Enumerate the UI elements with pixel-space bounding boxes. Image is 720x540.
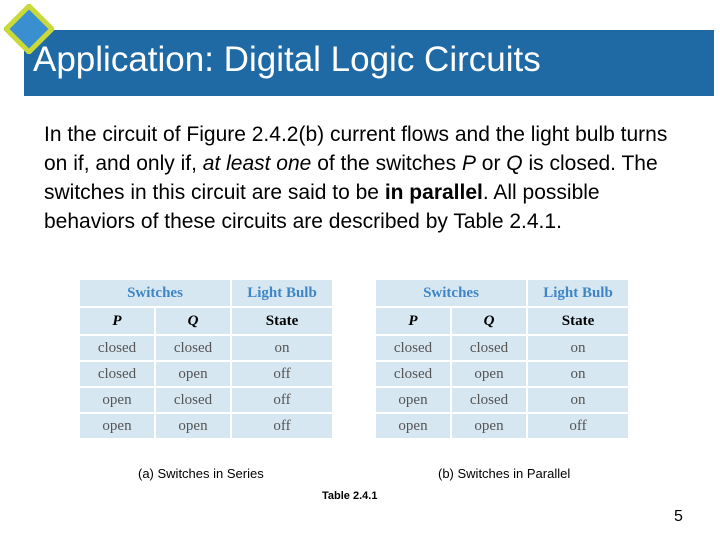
header-light-bulb: Light Bulb <box>527 279 629 307</box>
header-switches: Switches <box>375 279 527 307</box>
table-row <box>375 387 629 413</box>
page-number: 5 <box>674 508 683 525</box>
paragraph-run: P <box>461 152 476 175</box>
cell-state: off <box>231 361 333 387</box>
cell-p: closed <box>79 335 155 361</box>
cell-q: closed <box>451 335 527 361</box>
cell-q: open <box>155 361 231 387</box>
paragraph-run: In the circuit of Figure 2.4.2(b) current flows and the light bulb turns on if, and only if, <box>44 123 668 175</box>
column-state: State <box>527 307 629 335</box>
paragraph-run: . All possible behaviors of these circuits are described by Table 2.4.1. <box>44 181 600 233</box>
slide-title: Application: Digital Logic Circuits <box>33 40 541 79</box>
cell-state: on <box>231 335 333 361</box>
caption-parallel: (b) Switches in Parallel <box>438 466 571 481</box>
caption-series: (a) Switches in Series <box>138 466 264 481</box>
cell-q: closed <box>155 335 231 361</box>
body-paragraph <box>44 120 684 236</box>
header-light-bulb: Light Bulb <box>231 279 333 307</box>
paragraph-run: or <box>475 152 507 175</box>
header-switches: Switches <box>79 279 231 307</box>
cell-p: closed <box>79 361 155 387</box>
cell-p: open <box>79 413 155 439</box>
column-q: Q <box>155 307 231 335</box>
column-q: Q <box>451 307 527 335</box>
paragraph-run: Q <box>506 152 523 175</box>
paragraph-run: in parallel <box>384 181 483 204</box>
cell-state: off <box>527 413 629 439</box>
cell-p: open <box>375 387 451 413</box>
cell-state: on <box>527 361 629 387</box>
paragraph-run: at least one <box>202 152 312 175</box>
table-caption: Table 2.4.1 <box>322 490 378 502</box>
column-p: P <box>375 307 451 335</box>
cell-state: on <box>527 335 629 361</box>
truth-table-parallel <box>374 278 630 440</box>
table-row <box>79 387 333 413</box>
table-row <box>79 335 333 361</box>
paragraph-run: is closed. The switches in this circuit are said to be <box>44 152 658 204</box>
cell-p: open <box>79 387 155 413</box>
cell-q: open <box>451 361 527 387</box>
cell-p: closed <box>375 335 451 361</box>
paragraph-run: of the switches <box>311 152 462 175</box>
cell-q: closed <box>155 387 231 413</box>
table-row <box>79 413 333 439</box>
cell-q: open <box>451 413 527 439</box>
cell-state: off <box>231 387 333 413</box>
cell-p: open <box>375 413 451 439</box>
table-row <box>79 361 333 387</box>
column-state: State <box>231 307 333 335</box>
cell-state: on <box>527 387 629 413</box>
cell-q: open <box>155 413 231 439</box>
cell-q: closed <box>451 387 527 413</box>
table-row <box>375 413 629 439</box>
cell-state: off <box>231 413 333 439</box>
table-row <box>375 361 629 387</box>
cell-p: closed <box>375 361 451 387</box>
table-row <box>375 335 629 361</box>
truth-table-series <box>78 278 334 440</box>
column-p: P <box>79 307 155 335</box>
